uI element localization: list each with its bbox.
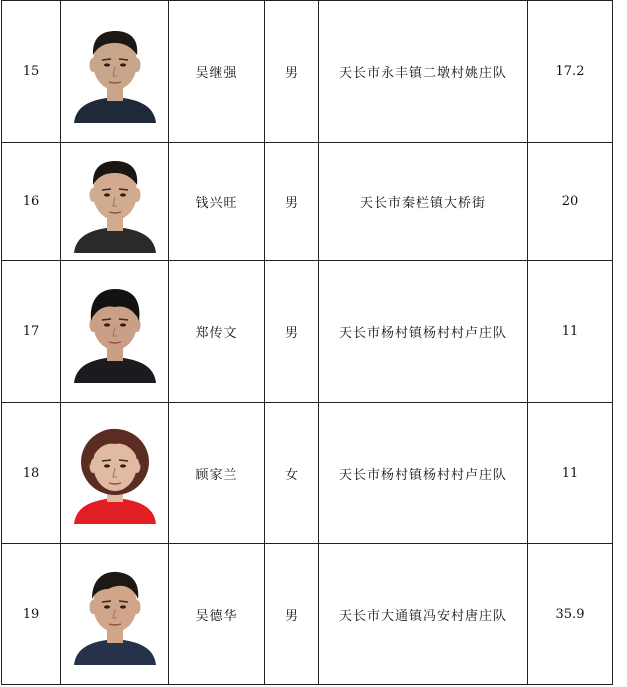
table-row (2, 143, 613, 261)
person-address: 天长市大通镇冯安村唐庄队 (319, 544, 528, 685)
amount-value: 11 (528, 261, 613, 403)
person-name: 吴继强 (169, 1, 265, 143)
photo-cell (61, 1, 169, 143)
portrait-photo (72, 563, 158, 665)
person-sex: 男 (265, 1, 319, 143)
person-address: 天长市秦栏镇大桥街 (319, 143, 528, 261)
person-name: 郑传文 (169, 261, 265, 403)
amount-value: 17.2 (528, 1, 613, 143)
table-row (2, 1, 613, 143)
table-row (2, 403, 613, 544)
person-name: 吴德华 (169, 544, 265, 685)
portrait-photo (72, 151, 158, 253)
portrait-photo (72, 281, 158, 383)
person-name: 钱兴旺 (169, 143, 265, 261)
table-row (2, 544, 613, 685)
row-number: 15 (2, 1, 61, 143)
person-address: 天长市杨村镇杨村村卢庄队 (319, 261, 528, 403)
person-sex: 男 (265, 261, 319, 403)
photo-cell (61, 143, 169, 261)
amount-value: 11 (528, 403, 613, 544)
person-sex: 男 (265, 143, 319, 261)
row-number: 17 (2, 261, 61, 403)
row-number: 18 (2, 403, 61, 544)
table-row (2, 261, 613, 403)
amount-value: 35.9 (528, 544, 613, 685)
photo-cell (61, 403, 169, 544)
person-address: 天长市杨村镇杨村村卢庄队 (319, 403, 528, 544)
person-name: 顾家兰 (169, 403, 265, 544)
portrait-photo (72, 422, 158, 524)
photo-cell (61, 544, 169, 685)
portrait-photo (72, 21, 158, 123)
amount-value: 20 (528, 143, 613, 261)
photo-cell (61, 261, 169, 403)
person-sex: 男 (265, 544, 319, 685)
person-sex: 女 (265, 403, 319, 544)
person-address: 天长市永丰镇二墩村姚庄队 (319, 1, 528, 143)
row-number: 16 (2, 143, 61, 261)
row-number: 19 (2, 544, 61, 685)
person-table (1, 0, 613, 685)
